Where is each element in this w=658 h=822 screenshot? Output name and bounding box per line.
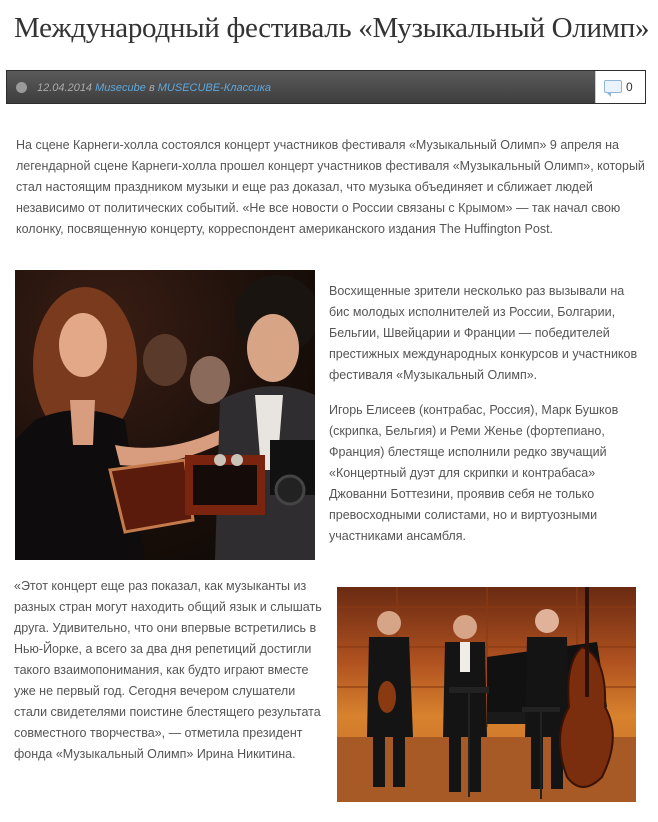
comment-bubble-icon xyxy=(604,80,622,93)
article-title: Международный фестиваль «Музыкальный Олимп» xyxy=(14,12,650,44)
article-paragraph: Восхищенные зрители несколько раз вызывали на бис молодых исполнителей из России, Болгарии, Бельгии, Швейцарии и Франции — победителей престижных международных конкурсов и участников фестиваля «Музыкальный Олимп». xyxy=(329,284,638,382)
musicians-stage-illustration xyxy=(337,587,636,802)
article-photo-musicians-on-stage xyxy=(337,587,636,802)
article-photo-award-ceremony xyxy=(15,270,315,560)
comments-link[interactable] xyxy=(595,71,645,103)
article-paragraph: На сцене Карнеги-холла состоялся концерт участников фестиваля «Музыкальный Олимп» 9 апреля на легендарной сцене Карнеги-холла прошел концерт участников фестиваля «Музыкальный Олимп», который стал настоящим праздником музыки и еще раз доказал, что музыка объединяет и сближает людей независимо от политических событий. «Не все новости о России связаны с Крымом» — так начал свою колонку, посвященную концерту, корреспондент американского издания The Huffington Post. xyxy=(16,138,645,236)
author-link[interactable]: Musecube xyxy=(95,82,146,94)
post-date: 12.04.2014 xyxy=(37,82,93,94)
comment-count: 0 xyxy=(626,80,633,94)
post-meta-bar xyxy=(6,70,646,104)
meta-in-word: в xyxy=(148,82,155,94)
category-link[interactable]: MUSECUBE-Классика xyxy=(157,82,272,94)
article-paragraph: «Этот концерт еще раз показал, как музыканты из разных стран могут находить общий язык и слышать друга. Удивительно, что они впервые встретились в Нью-Йорке, а всего за два дня репетиций достигли такого взаимопонимания, как будто играют вместе уже не первый год. Сегодня вечером слушатели стали свидетелями поистине блестящего результата совместного творчества», — отметила президент фонда «Музыкальный Олимп» Ирина Никитина. xyxy=(14,579,322,761)
post-meta xyxy=(37,82,271,94)
post-format-icon xyxy=(16,82,27,93)
award-ceremony-illustration xyxy=(15,270,315,560)
article-paragraph: Игорь Елисеев (контрабас, Россия), Марк Бушков (скрипка, Бельгия) и Реми Женье (фортепиано, Франция) блестяще исполнили редко звучащий «Концертный дуэт для скрипки и контрабаса» Джованни Боттезини, проявив себя не только превосходными солистами, но и виртуозными участниками ансамбля. xyxy=(329,403,619,543)
